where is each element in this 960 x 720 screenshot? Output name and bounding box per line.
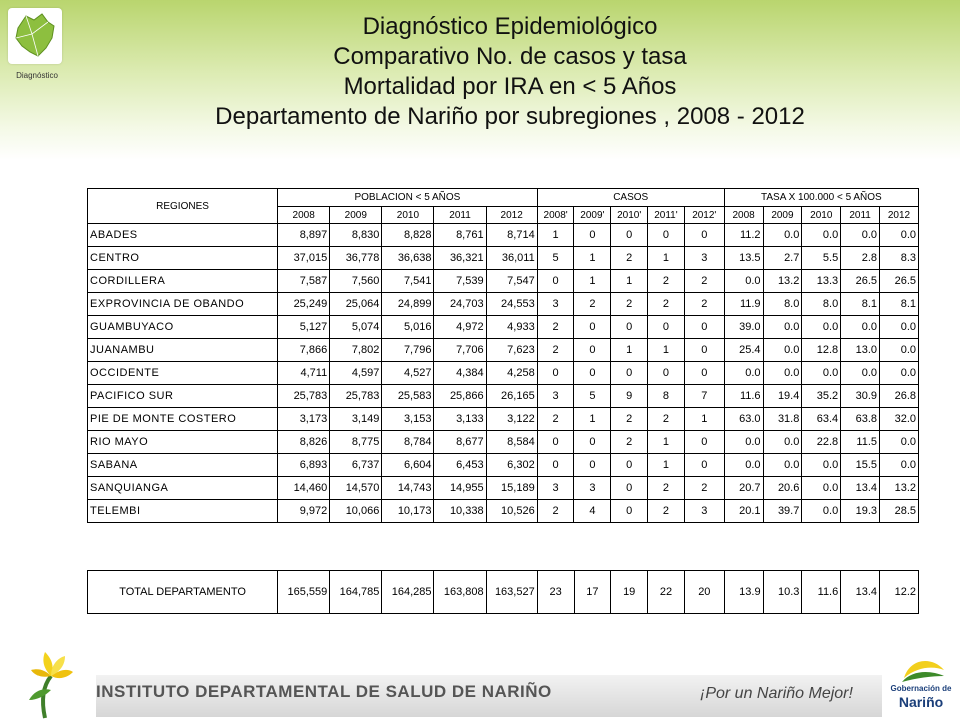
casos-cell: 0 [537, 454, 574, 477]
casos-cell: 1 [611, 339, 648, 362]
total-casos-cell: 19 [611, 571, 648, 614]
casos-cell: 0 [537, 270, 574, 293]
tasa-cell: 0.0 [802, 454, 841, 477]
tasa-cell: 0.0 [763, 339, 802, 362]
casos-cell: 0 [537, 431, 574, 454]
total-tasa-cell: 12.2 [880, 571, 919, 614]
flower-logo-icon [15, 640, 90, 720]
poblacion-cell: 4,258 [486, 362, 537, 385]
casos-cell: 1 [648, 431, 685, 454]
tasa-cell: 26.5 [841, 270, 880, 293]
region-cell: OCCIDENTE [88, 362, 278, 385]
table-row [88, 270, 919, 293]
tasa-cell: 20.7 [724, 477, 763, 500]
map-icon [8, 8, 62, 64]
tasa-header: TASA X 100.000 < 5 AÑOS [724, 189, 918, 207]
total-poblacion-cell: 163,527 [486, 571, 537, 614]
tasa-cell: 13.4 [841, 477, 880, 500]
gobernacion-logo-text [886, 684, 956, 710]
casos-cell: 0 [611, 362, 648, 385]
poblacion-cell: 25,583 [382, 385, 434, 408]
title-line: Comparativo No. de casos y tasa [333, 43, 687, 70]
tasa-cell: 0.0 [763, 362, 802, 385]
tasa-cell: 28.5 [880, 500, 919, 523]
casos-cell: 0 [611, 316, 648, 339]
region-cell: PIE DE MONTE COSTERO [88, 408, 278, 431]
poblacion-cell: 25,866 [434, 385, 486, 408]
footer-slogan: ¡Por un Nariño Mejor! [700, 685, 853, 702]
casos-cell: 0 [537, 362, 574, 385]
casos-cell: 1 [648, 247, 685, 270]
poblacion-cell: 8,830 [330, 224, 382, 247]
poblacion-cell: 8,775 [330, 431, 382, 454]
poblacion-cell: 4,597 [330, 362, 382, 385]
poblacion-cell: 10,173 [382, 500, 434, 523]
tasa-cell: 22.8 [802, 431, 841, 454]
title-line: Departamento de Nariño por subregiones , 2008 - 2012 [215, 103, 805, 130]
poblacion-cell: 15,189 [486, 477, 537, 500]
casos-cell: 2 [574, 293, 611, 316]
casos-cell: 0 [684, 454, 724, 477]
casos-cell: 3 [537, 293, 574, 316]
total-poblacion-cell: 164,785 [330, 571, 382, 614]
tasa-cell: 20.6 [763, 477, 802, 500]
tasa-cell: 0.0 [763, 454, 802, 477]
tasa-cell: 0.0 [802, 316, 841, 339]
year-header: 2008 [724, 207, 763, 224]
total-poblacion-cell: 165,559 [278, 571, 330, 614]
table-row [88, 408, 919, 431]
tasa-cell: 13.2 [880, 477, 919, 500]
tasa-cell: 0.0 [880, 454, 919, 477]
casos-cell: 0 [611, 454, 648, 477]
poblacion-cell: 7,541 [382, 270, 434, 293]
casos-cell: 0 [574, 362, 611, 385]
tasa-cell: 0.0 [880, 431, 919, 454]
poblacion-cell: 25,064 [330, 293, 382, 316]
tasa-cell: 12.8 [802, 339, 841, 362]
poblacion-cell: 8,584 [486, 431, 537, 454]
tasa-cell: 39.0 [724, 316, 763, 339]
table-row [88, 477, 919, 500]
tasa-cell: 63.0 [724, 408, 763, 431]
casos-cell: 0 [648, 316, 685, 339]
year-header: 2009' [574, 207, 611, 224]
poblacion-cell: 3,173 [278, 408, 330, 431]
poblacion-cell: 5,074 [330, 316, 382, 339]
casos-cell: 0 [648, 224, 685, 247]
tasa-cell: 20.1 [724, 500, 763, 523]
tasa-cell: 2.8 [841, 247, 880, 270]
title-line: Mortalidad por IRA en < 5 Años [343, 73, 677, 100]
year-header: 2010 [382, 207, 434, 224]
tasa-cell: 39.7 [763, 500, 802, 523]
casos-cell: 3 [684, 247, 724, 270]
poblacion-cell: 8,897 [278, 224, 330, 247]
casos-cell: 3 [537, 385, 574, 408]
tasa-cell: 15.5 [841, 454, 880, 477]
poblacion-cell: 24,553 [486, 293, 537, 316]
footer-institute: INSTITUTO DEPARTAMENTAL DE SALUD DE NARIÑO [96, 682, 552, 701]
casos-header: CASOS [537, 189, 724, 207]
tasa-cell: 0.0 [841, 362, 880, 385]
table-row [88, 339, 919, 362]
table-row [88, 247, 919, 270]
total-poblacion-cell: 163,808 [434, 571, 486, 614]
region-cell: CORDILLERA [88, 270, 278, 293]
year-header: 2011' [648, 207, 685, 224]
region-cell: TELEMBI [88, 500, 278, 523]
year-header: 2009 [330, 207, 382, 224]
poblacion-cell: 6,453 [434, 454, 486, 477]
table-row [88, 362, 919, 385]
tasa-cell: 0.0 [724, 270, 763, 293]
table-row [88, 454, 919, 477]
casos-cell: 0 [574, 339, 611, 362]
casos-cell: 2 [684, 293, 724, 316]
poblacion-cell: 14,570 [330, 477, 382, 500]
casos-cell: 8 [648, 385, 685, 408]
tasa-cell: 0.0 [724, 362, 763, 385]
region-cell: EXPROVINCIA DE OBANDO [88, 293, 278, 316]
casos-cell: 5 [574, 385, 611, 408]
poblacion-cell: 25,783 [278, 385, 330, 408]
poblacion-cell: 3,122 [486, 408, 537, 431]
tasa-cell: 31.8 [763, 408, 802, 431]
poblacion-cell: 8,761 [434, 224, 486, 247]
casos-cell: 0 [684, 362, 724, 385]
year-header: 2011 [434, 207, 486, 224]
total-casos-cell: 23 [537, 571, 574, 614]
casos-cell: 2 [684, 477, 724, 500]
poblacion-cell: 24,899 [382, 293, 434, 316]
tasa-cell: 13.0 [841, 339, 880, 362]
casos-cell: 1 [611, 270, 648, 293]
poblacion-cell: 14,955 [434, 477, 486, 500]
table-row [88, 500, 919, 523]
poblacion-cell: 4,384 [434, 362, 486, 385]
casos-cell: 2 [684, 270, 724, 293]
tasa-cell: 30.9 [841, 385, 880, 408]
poblacion-cell: 4,527 [382, 362, 434, 385]
casos-cell: 2 [611, 408, 648, 431]
poblacion-cell: 14,460 [278, 477, 330, 500]
page-title [70, 12, 950, 132]
tasa-cell: 0.0 [880, 362, 919, 385]
poblacion-cell: 5,127 [278, 316, 330, 339]
tasa-cell: 0.0 [802, 224, 841, 247]
poblacion-cell: 25,249 [278, 293, 330, 316]
poblacion-cell: 7,560 [330, 270, 382, 293]
tasa-cell: 13.5 [724, 247, 763, 270]
poblacion-cell: 6,737 [330, 454, 382, 477]
tasa-cell: 8.0 [802, 293, 841, 316]
poblacion-cell: 3,149 [330, 408, 382, 431]
poblacion-cell: 7,802 [330, 339, 382, 362]
casos-cell: 2 [648, 500, 685, 523]
casos-cell: 2 [611, 293, 648, 316]
casos-cell: 2 [537, 408, 574, 431]
title-line: Diagnóstico Epidemiológico [362, 13, 658, 40]
table-row [88, 293, 919, 316]
tasa-cell: 0.0 [880, 316, 919, 339]
casos-cell: 0 [684, 224, 724, 247]
poblacion-cell: 7,706 [434, 339, 486, 362]
poblacion-cell: 5,016 [382, 316, 434, 339]
year-header: 2008 [278, 207, 330, 224]
poblacion-cell: 3,153 [382, 408, 434, 431]
tasa-cell: 0.0 [802, 362, 841, 385]
poblacion-cell: 8,784 [382, 431, 434, 454]
casos-cell: 7 [684, 385, 724, 408]
year-header: 2011 [841, 207, 880, 224]
ira-mortality-table [87, 188, 919, 523]
poblacion-cell: 26,165 [486, 385, 537, 408]
total-table [87, 570, 919, 614]
casos-cell: 5 [537, 247, 574, 270]
total-label: TOTAL DEPARTAMENTO [88, 571, 278, 614]
poblacion-cell: 7,796 [382, 339, 434, 362]
poblacion-cell: 37,015 [278, 247, 330, 270]
poblacion-cell: 7,866 [278, 339, 330, 362]
tasa-cell: 0.0 [763, 431, 802, 454]
poblacion-cell: 10,338 [434, 500, 486, 523]
year-header: 2012 [486, 207, 537, 224]
casos-cell: 9 [611, 385, 648, 408]
casos-cell: 0 [648, 362, 685, 385]
tasa-cell: 11.5 [841, 431, 880, 454]
header-row-groups [88, 189, 919, 207]
region-cell: JUANAMBU [88, 339, 278, 362]
total-tasa-cell: 11.6 [802, 571, 841, 614]
tasa-cell: 0.0 [841, 224, 880, 247]
poblacion-cell: 8,714 [486, 224, 537, 247]
poblacion-cell: 8,828 [382, 224, 434, 247]
gobernacion-line1: Gobernación de [890, 684, 952, 693]
tasa-cell: 26.5 [880, 270, 919, 293]
poblacion-cell: 36,011 [486, 247, 537, 270]
poblacion-cell: 25,783 [330, 385, 382, 408]
poblacion-cell: 4,711 [278, 362, 330, 385]
poblacion-cell: 8,677 [434, 431, 486, 454]
casos-cell: 1 [574, 408, 611, 431]
poblacion-cell: 6,893 [278, 454, 330, 477]
tasa-cell: 8.1 [880, 293, 919, 316]
region-cell: PACIFICO SUR [88, 385, 278, 408]
tasa-cell: 0.0 [880, 339, 919, 362]
tasa-cell: 11.2 [724, 224, 763, 247]
poblacion-cell: 4,933 [486, 316, 537, 339]
narino-map-logo [8, 8, 62, 64]
casos-cell: 4 [574, 500, 611, 523]
total-row [88, 571, 919, 614]
total-tasa-cell: 13.9 [724, 571, 763, 614]
tasa-cell: 0.0 [802, 477, 841, 500]
casos-cell: 1 [537, 224, 574, 247]
table-row [88, 316, 919, 339]
poblacion-cell: 6,604 [382, 454, 434, 477]
tasa-cell: 26.8 [880, 385, 919, 408]
casos-cell: 3 [574, 477, 611, 500]
casos-cell: 3 [684, 500, 724, 523]
tasa-cell: 19.3 [841, 500, 880, 523]
year-header: 2012 [880, 207, 919, 224]
total-tasa-cell: 10.3 [763, 571, 802, 614]
casos-cell: 2 [648, 270, 685, 293]
casos-cell: 2 [648, 293, 685, 316]
tasa-cell: 0.0 [724, 454, 763, 477]
casos-cell: 3 [537, 477, 574, 500]
year-header: 2009 [763, 207, 802, 224]
region-cell: RIO MAYO [88, 431, 278, 454]
region-cell: GUAMBUYACO [88, 316, 278, 339]
poblacion-cell: 7,587 [278, 270, 330, 293]
casos-cell: 2 [611, 431, 648, 454]
poblacion-cell: 10,066 [330, 500, 382, 523]
casos-cell: 0 [684, 339, 724, 362]
poblacion-cell: 7,547 [486, 270, 537, 293]
year-header: 2012' [684, 207, 724, 224]
poblacion-cell: 14,743 [382, 477, 434, 500]
table-row [88, 385, 919, 408]
casos-cell: 0 [574, 431, 611, 454]
total-poblacion-cell: 164,285 [382, 571, 434, 614]
tasa-cell: 32.0 [880, 408, 919, 431]
tasa-cell: 0.0 [724, 431, 763, 454]
poblacion-cell: 36,321 [434, 247, 486, 270]
casos-cell: 0 [574, 224, 611, 247]
tasa-cell: 2.7 [763, 247, 802, 270]
region-cell: CENTRO [88, 247, 278, 270]
table-row [88, 431, 919, 454]
casos-cell: 2 [611, 247, 648, 270]
tasa-cell: 19.4 [763, 385, 802, 408]
tasa-cell: 0.0 [763, 316, 802, 339]
gobernacion-line2: Nariño [898, 694, 944, 710]
casos-cell: 1 [574, 247, 611, 270]
tasa-cell: 13.2 [763, 270, 802, 293]
tasa-cell: 0.0 [763, 224, 802, 247]
table-row [88, 224, 919, 247]
region-cell: SANQUIANGA [88, 477, 278, 500]
regions-header: REGIONES [88, 189, 278, 224]
logo-caption: Diagnóstico [16, 71, 58, 80]
poblacion-cell: 36,638 [382, 247, 434, 270]
tasa-cell: 5.5 [802, 247, 841, 270]
tasa-cell: 63.8 [841, 408, 880, 431]
casos-cell: 1 [684, 408, 724, 431]
tasa-cell: 13.3 [802, 270, 841, 293]
tasa-cell: 35.2 [802, 385, 841, 408]
tasa-cell: 8.3 [880, 247, 919, 270]
tasa-cell: 0.0 [880, 224, 919, 247]
poblacion-cell: 8,826 [278, 431, 330, 454]
casos-cell: 0 [611, 477, 648, 500]
casos-cell: 1 [574, 270, 611, 293]
poblacion-header: POBLACION < 5 AÑOS [278, 189, 538, 207]
casos-cell: 0 [611, 500, 648, 523]
region-cell: SABANA [88, 454, 278, 477]
poblacion-cell: 7,623 [486, 339, 537, 362]
region-cell: ABADES [88, 224, 278, 247]
total-casos-cell: 20 [684, 571, 724, 614]
tasa-cell: 11.6 [724, 385, 763, 408]
casos-cell: 0 [684, 316, 724, 339]
tasa-cell: 8.0 [763, 293, 802, 316]
poblacion-cell: 10,526 [486, 500, 537, 523]
total-casos-cell: 17 [574, 571, 611, 614]
year-header: 2008' [537, 207, 574, 224]
tasa-cell: 11.9 [724, 293, 763, 316]
casos-cell: 1 [648, 339, 685, 362]
total-tasa-cell: 13.4 [841, 571, 880, 614]
casos-cell: 2 [537, 339, 574, 362]
casos-cell: 2 [537, 500, 574, 523]
poblacion-cell: 9,972 [278, 500, 330, 523]
total-casos-cell: 22 [648, 571, 685, 614]
casos-cell: 0 [684, 431, 724, 454]
poblacion-cell: 7,539 [434, 270, 486, 293]
poblacion-cell: 24,703 [434, 293, 486, 316]
tasa-cell: 0.0 [841, 316, 880, 339]
year-header: 2010' [611, 207, 648, 224]
poblacion-cell: 36,778 [330, 247, 382, 270]
tasa-cell: 63.4 [802, 408, 841, 431]
casos-cell: 2 [648, 408, 685, 431]
year-header: 2010 [802, 207, 841, 224]
casos-cell: 2 [537, 316, 574, 339]
casos-cell: 0 [611, 224, 648, 247]
casos-cell: 2 [648, 477, 685, 500]
poblacion-cell: 6,302 [486, 454, 537, 477]
casos-cell: 0 [574, 454, 611, 477]
poblacion-cell: 3,133 [434, 408, 486, 431]
poblacion-cell: 4,972 [434, 316, 486, 339]
tasa-cell: 25.4 [724, 339, 763, 362]
tasa-cell: 0.0 [802, 500, 841, 523]
casos-cell: 0 [574, 316, 611, 339]
casos-cell: 1 [648, 454, 685, 477]
tasa-cell: 8.1 [841, 293, 880, 316]
